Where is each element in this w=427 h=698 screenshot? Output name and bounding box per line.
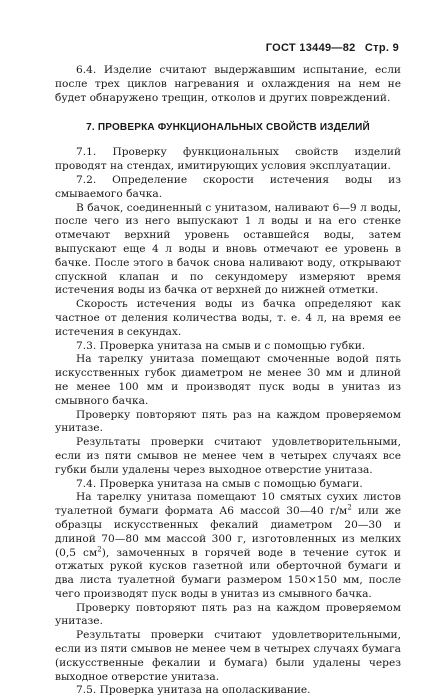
page-number: 9 xyxy=(392,42,399,54)
page-header xyxy=(266,42,399,54)
paragraph-7-3-results: Результаты проверки считают удовлетворительными, если из пяти смывов не менее чем в четырех случаях все губки были удалены через выходное отверстие унитаза. xyxy=(55,436,401,476)
text-segment: или же образцы искусственных фекалий диаметром 20—30 и длиной 70—80 мм массой 300 г, изготовленных из мелких (0,5 см xyxy=(55,505,401,559)
page-label: Стр. xyxy=(364,42,390,54)
paragraph-7-4: 7.4. Проверка унитаза на смыв с помощью бумаги. xyxy=(76,477,363,490)
paragraph-7-1: 7.1. Проверку функциональных свойств изделий проводят на стендах, имитирующих условия эксплуатации. xyxy=(55,146,401,173)
standard-code: ГОСТ 13449—82 xyxy=(265,42,356,54)
paragraph-7-2: 7.2. Определение скорости истечения воды из смываемого бачка. xyxy=(55,173,401,200)
paragraph-7-4-procedure xyxy=(55,491,401,601)
paragraph-6-4: 6.4. Изделие считают выдержавшим испытание, если после трех циклов нагревания и охлаждения на нем не будет обнаружено трещин, отколов и других повреждений. xyxy=(55,64,401,104)
paragraph-7-5: 7.5. Проверка унитаза на ополаскивание. xyxy=(76,684,311,697)
paragraph-7-3-repeat: Проверку повторяют пять раз на каждом проверяемом унитазе. xyxy=(55,408,401,435)
paragraph-7-2-speed: Скорость истечения воды из бачка определяют как частное от деления количества воды, т. е. 4 л, на время ее истечения в секундах. xyxy=(55,298,401,338)
text-segment: На тарелку унитаза помещают 10 смятых сухих листов туалетной бумаги формата А6 массой 30—40 г/м xyxy=(55,491,401,518)
superscript: 2 xyxy=(347,503,352,512)
paragraph-7-3-procedure: На тарелку унитаза помещают смоченные водой пять искусственных губок диаметром не менее 30 мм и длиной не менее 100 мм и производят пуск воды в унитаз из смывного бачка. xyxy=(55,353,401,407)
paragraph-7-4-repeat: Проверку повторяют пять раз на каждом проверяемом унитазе. xyxy=(55,601,401,628)
text-segment: ), замоченных в горячей воде в течение суток и отжатых рукой кусков газетной или оберточной бумаги и два листа туалетной бумаги размером 150×150 мм, после чего производят пуск воды в унитаз из смывного бачка. xyxy=(55,546,401,600)
body-text xyxy=(55,64,401,698)
paragraph-7-3: 7.3. Проверка унитаза на смыв и с помощью губки. xyxy=(76,339,366,352)
paragraph-7-2-procedure: В бачок, соединенный с унитазом, наливают 6—9 л воды, после чего из него выпускают 1 л воды и на его стенке отмечают верхний уровень оставшейся воды, затем выпускают еще 4 л воды и вновь отмечают ее уровень в бачке. После этого в бачок снова наливают воду, открывают спускной клапан и по секундомеру измеряют время истечения воды из бачка от верхней до нижней отметки. xyxy=(55,201,401,297)
paragraph-7-4-results: Результаты проверки считают удовлетворительными, если из пяти смывов не менее чем в четырех случаях бумага (искусственные фекалии и бумага) были удалены через выходное отверстие унитаза. xyxy=(55,629,401,683)
superscript: 2 xyxy=(97,544,102,553)
section-heading-7: 7. ПРОВЕРКА ФУНКЦИОНАЛЬНЫХ СВОЙСТВ ИЗДЕЛИЙ xyxy=(86,122,370,134)
